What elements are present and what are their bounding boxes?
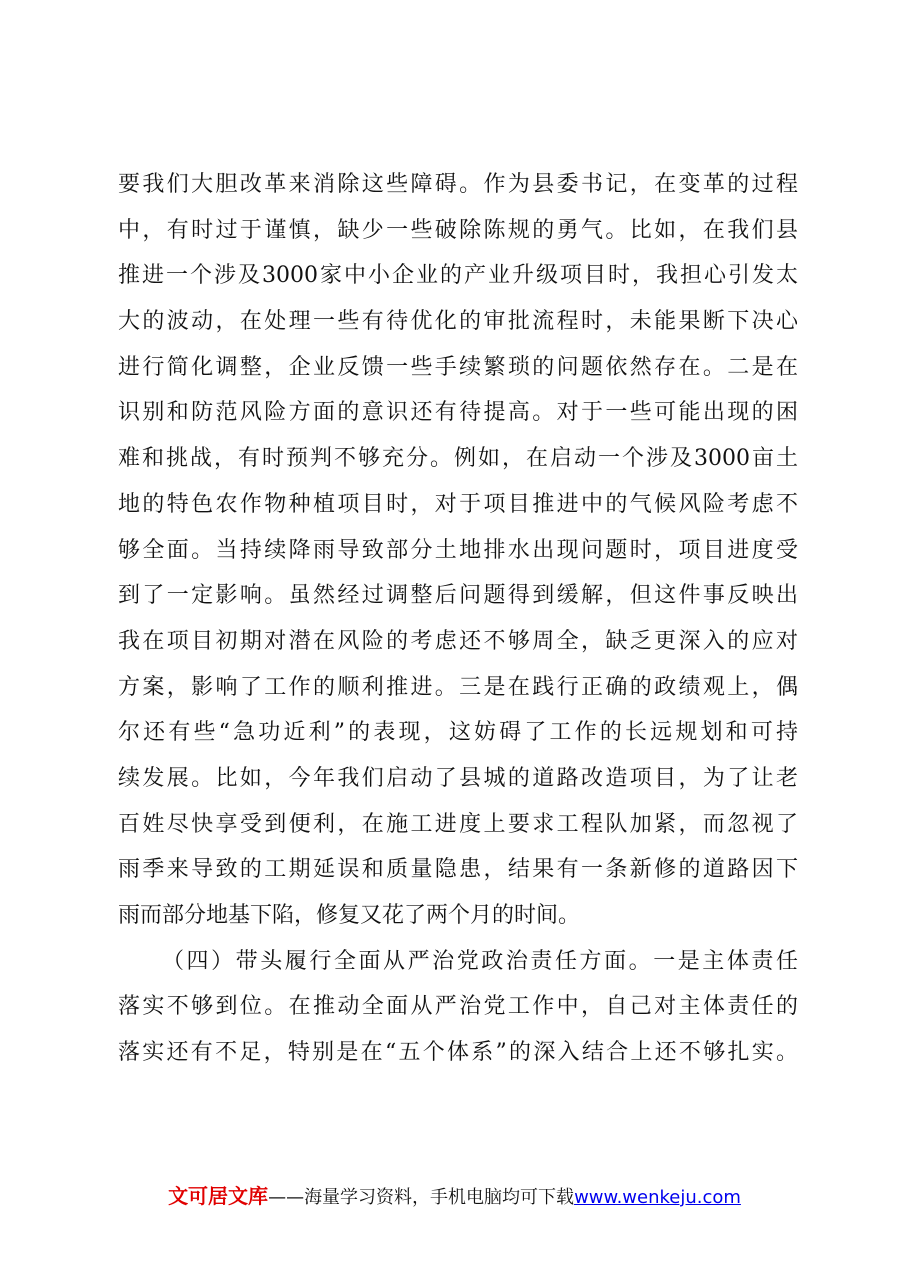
text-line: 方案，影响了工作的顺利推进。三是在践行正确的政绩观上，偶: [118, 674, 798, 700]
footer-brand: 文可居文库: [168, 1184, 269, 1208]
text-line: 落实不够到位。在推动全面从严治党工作中，自己对主体责任的: [118, 994, 798, 1020]
paragraph-2: [118, 939, 798, 1076]
text-line: 识别和防范风险方面的意识还有待提高。对于一些可能出现的困: [118, 400, 798, 426]
text-line: 大的波动，在处理一些有待优化的审批流程时，未能果断下决心: [118, 309, 798, 335]
paragraph-1: [118, 162, 798, 939]
text-line: 雨而部分地基下陷，修复又花了两个月的时间。: [118, 903, 581, 928]
footer-tagline: ——海量学习资料，手机电脑均可下载: [268, 1187, 575, 1208]
text-line: 推进一个涉及3000家中小企业的产业升级项目时，我担心引发太: [118, 263, 798, 289]
footer-link[interactable]: www.wenkeju.com: [574, 1187, 741, 1208]
text-line: 我在项目初期对潜在风险的考虑还不够周全，缺乏更深入的应对: [118, 628, 798, 654]
text-line: 续发展。比如，今年我们启动了县城的道路改造项目，为了让老: [118, 765, 798, 791]
text-line: 进行简化调整，企业反馈一些手续繁琐的问题依然存在。二是在: [118, 354, 798, 380]
text-line: 地的特色农作物种植项目时，对于项目推进中的气候风险考虑不: [118, 491, 798, 517]
text-line: 够全面。当持续降雨导致部分土地排水出现问题时，项目进度受: [118, 537, 798, 563]
text-line: 尔还有些“急功近利”的表现，这妨碍了工作的长远规划和可持: [118, 720, 798, 746]
text-line: 中，有时过于谨慎，缺少一些破除陈规的勇气。比如，在我们县: [118, 217, 798, 243]
text-line: 雨季来导致的工期延误和质量隐患，结果有一条新修的道路因下: [118, 857, 798, 883]
text-line: 百姓尽快享受到便利，在施工进度上要求工程队加紧，而忽视了: [118, 811, 798, 837]
footer-banner: [0, 1180, 909, 1209]
text-line: 到了一定影响。虽然经过调整后问题得到缓解，但这件事反映出: [118, 583, 798, 609]
text-line: 难和挑战，有时预判不够充分。例如，在启动一个涉及3000亩土: [118, 446, 798, 472]
text-line: 要我们大胆改革来消除这些障碍。作为县委书记，在变革的过程: [118, 172, 798, 197]
document-body: [118, 162, 798, 1076]
text-line: 落实还有不足，特别是在“五个体系”的深入结合上还不够扎实。: [118, 1040, 798, 1066]
section-heading-line: （四）带头履行全面从严治党政治责任方面。一是主体责任: [162, 948, 798, 974]
